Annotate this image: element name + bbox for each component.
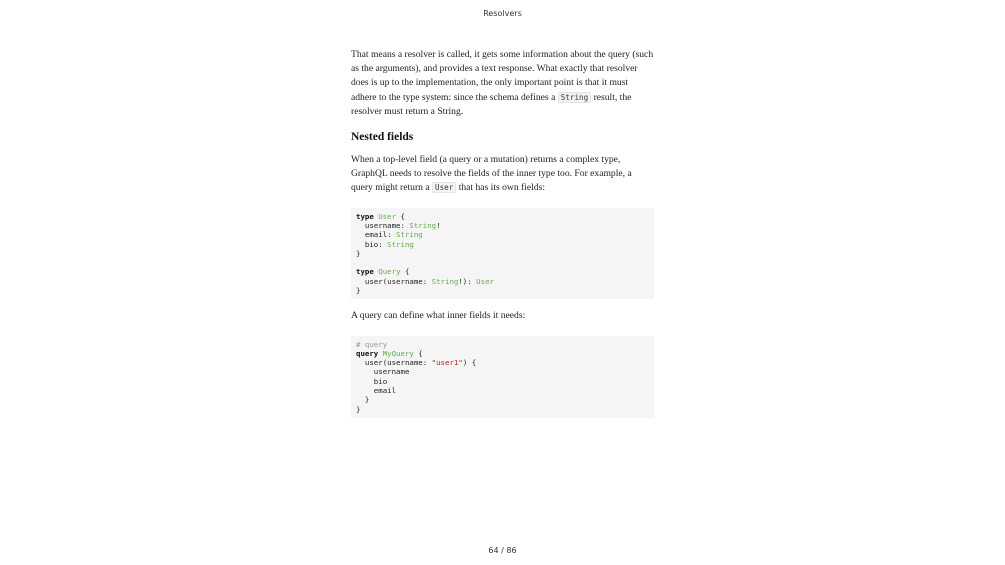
page-footer [0,546,1005,555]
page-header [0,9,1005,18]
page-title: Resolvers [483,9,522,18]
section-heading-nested-fields: Nested fields [351,131,414,144]
paragraph-query-inner-fields: A query can define what inner fields it needs: [351,310,526,322]
code-block-query: # query query MyQuery { user(username: "user1") { username bio email } } [351,336,654,418]
inline-code-string: String [558,92,591,103]
code-block-schema: type User { username: String! email: String bio: String } type Query { user(username: String!): User } [351,208,654,300]
inline-code-user: User [432,182,456,193]
paragraph-resolver-called: That means a resolver is called, it gets some information about the query (such as the arguments), and provides a text response. What exactly that resolver does is up to the implementation, the only important point is that it must adhere to the type system: since the schema defines a String result, the resolver must return a String. [351,49,654,117]
document-content [351,48,654,428]
paragraph-top-level-field: When a top-level field (a query or a mutation) returns a complex type, GraphQL needs to resolve the fields of the inner type too. For example, a query might return a User that has its own fields: [351,154,632,194]
page-indicator: 64 / 86 [488,546,517,555]
